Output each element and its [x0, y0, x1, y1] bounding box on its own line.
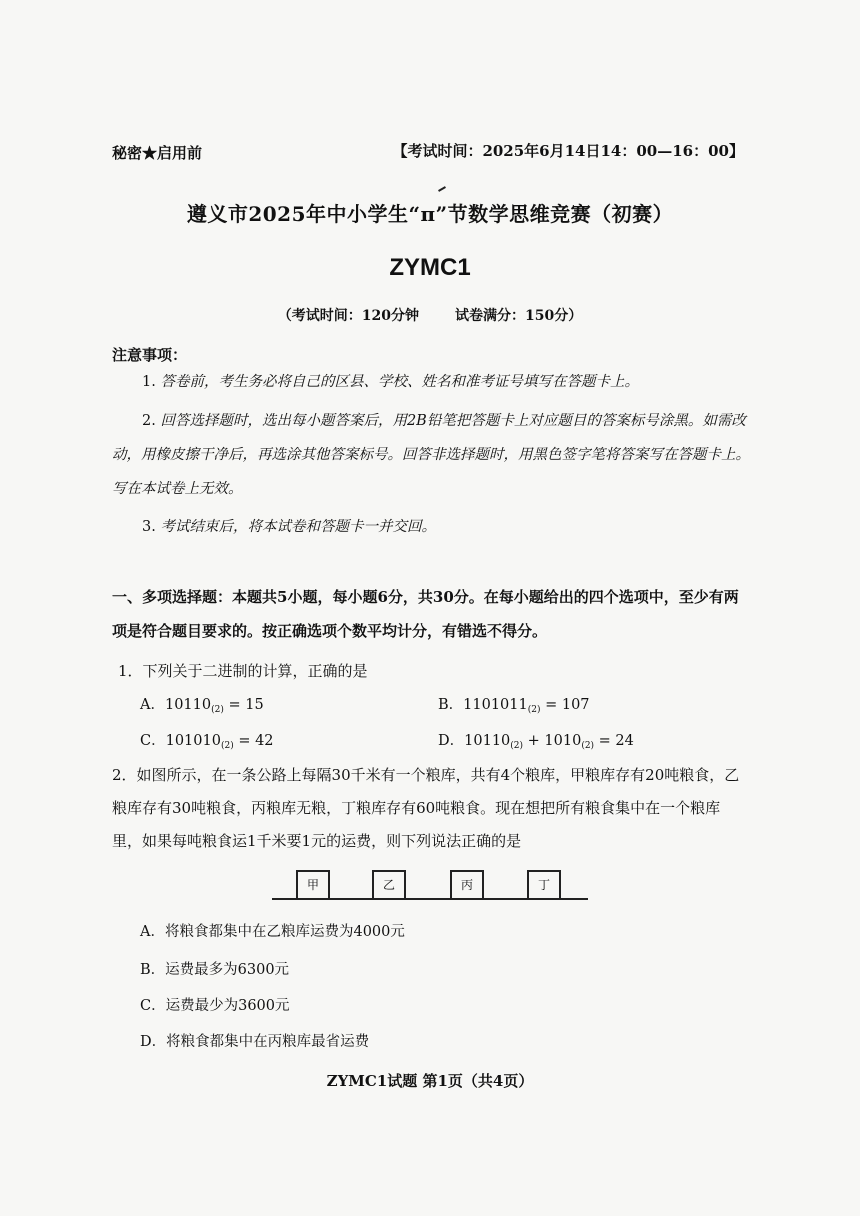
paper-code: ZYMC1	[389, 254, 471, 281]
q1-option-d: D．$10110_{(2)} + 1010_{(2)} = 24$	[438, 733, 634, 751]
note-text: 回答选择题时，选出每小题答案后，用2B铅笔把答题卡上对应题目的答案标号涂黑。如需改动，用橡皮擦干净后，再选涂其他答案标号。回答非选择题时，用黑色签字笔将答案写在答题卡上。写在本试卷上无效。	[112, 413, 750, 497]
notes-title: 注意事项：	[112, 346, 188, 364]
note-number: 2.	[142, 413, 156, 429]
section-1-heading: 一、多项选择题：本题共5小题，每小题6分，共30分。在每小题给出的四个选项中，至少有两项是符合题目要求的。按正确选项个数平均计分，有错选不得分。	[112, 588, 739, 640]
q2-option-c: C．运费最少为3600元	[140, 998, 290, 1014]
note-item-1	[112, 365, 752, 399]
page-footer: ZYMC1试题 第1页（共4页）	[326, 1072, 534, 1090]
depot-yi: 乙	[372, 870, 406, 900]
q1-option-a: A．$10110_{(2)} = 15$	[140, 697, 264, 715]
depot-bing: 丙	[450, 870, 484, 900]
exam-duration: （考试时间：120分钟	[277, 308, 419, 324]
confidential-label: 秘密★启用前	[112, 144, 203, 162]
note-number: 3.	[142, 519, 156, 535]
depot-jia: 甲	[296, 870, 330, 900]
question-1-stem: 1．下列关于二进制的计算，正确的是	[118, 662, 368, 680]
stray-mark	[438, 186, 446, 192]
note-text: 考试结束后，将本试卷和答题卡一并交回。	[160, 519, 436, 535]
depot-ding: 丁	[527, 870, 561, 900]
note-item-3	[112, 510, 752, 544]
note-number: 1.	[142, 374, 156, 390]
exam-meta	[0, 305, 860, 325]
q1-option-b: B．$1101011_{(2)} = 107$	[438, 697, 590, 715]
note-item-2	[112, 404, 752, 506]
page-title: 遵义市2025年中小学生“π”节数学思维竞赛（初赛）	[186, 202, 674, 226]
q2-option-d: D．将粮食都集中在丙粮库最省运费	[140, 1034, 370, 1050]
q1-option-c: C．$101010_{(2)} = 42$	[140, 733, 274, 751]
note-text: 答卷前，考生务必将自己的区县、学校、姓名和准考证号填写在答题卡上。	[160, 374, 639, 390]
q2-option-a: A．将粮食都集中在乙粮库运费为4000元	[140, 924, 405, 940]
exam-full-score: 试卷满分：150分）	[455, 308, 583, 324]
q2-option-b: B．运费最多为6300元	[140, 962, 290, 978]
exam-time-header: 【考试时间：2025年6月14日14：00—16：00】	[392, 142, 744, 160]
question-2-stem: 2．如图所示，在一条公路上每隔30千米有一个粮库，共有4个粮库，甲粮库存有20吨粮食，乙粮库存有30吨粮食，丙粮库无粮，丁粮库存有60吨粮食。现在想把所有粮食集中在一个粮库里，如果每吨粮食运1千米要1元的运费，则下列说法正确的是	[112, 766, 740, 850]
